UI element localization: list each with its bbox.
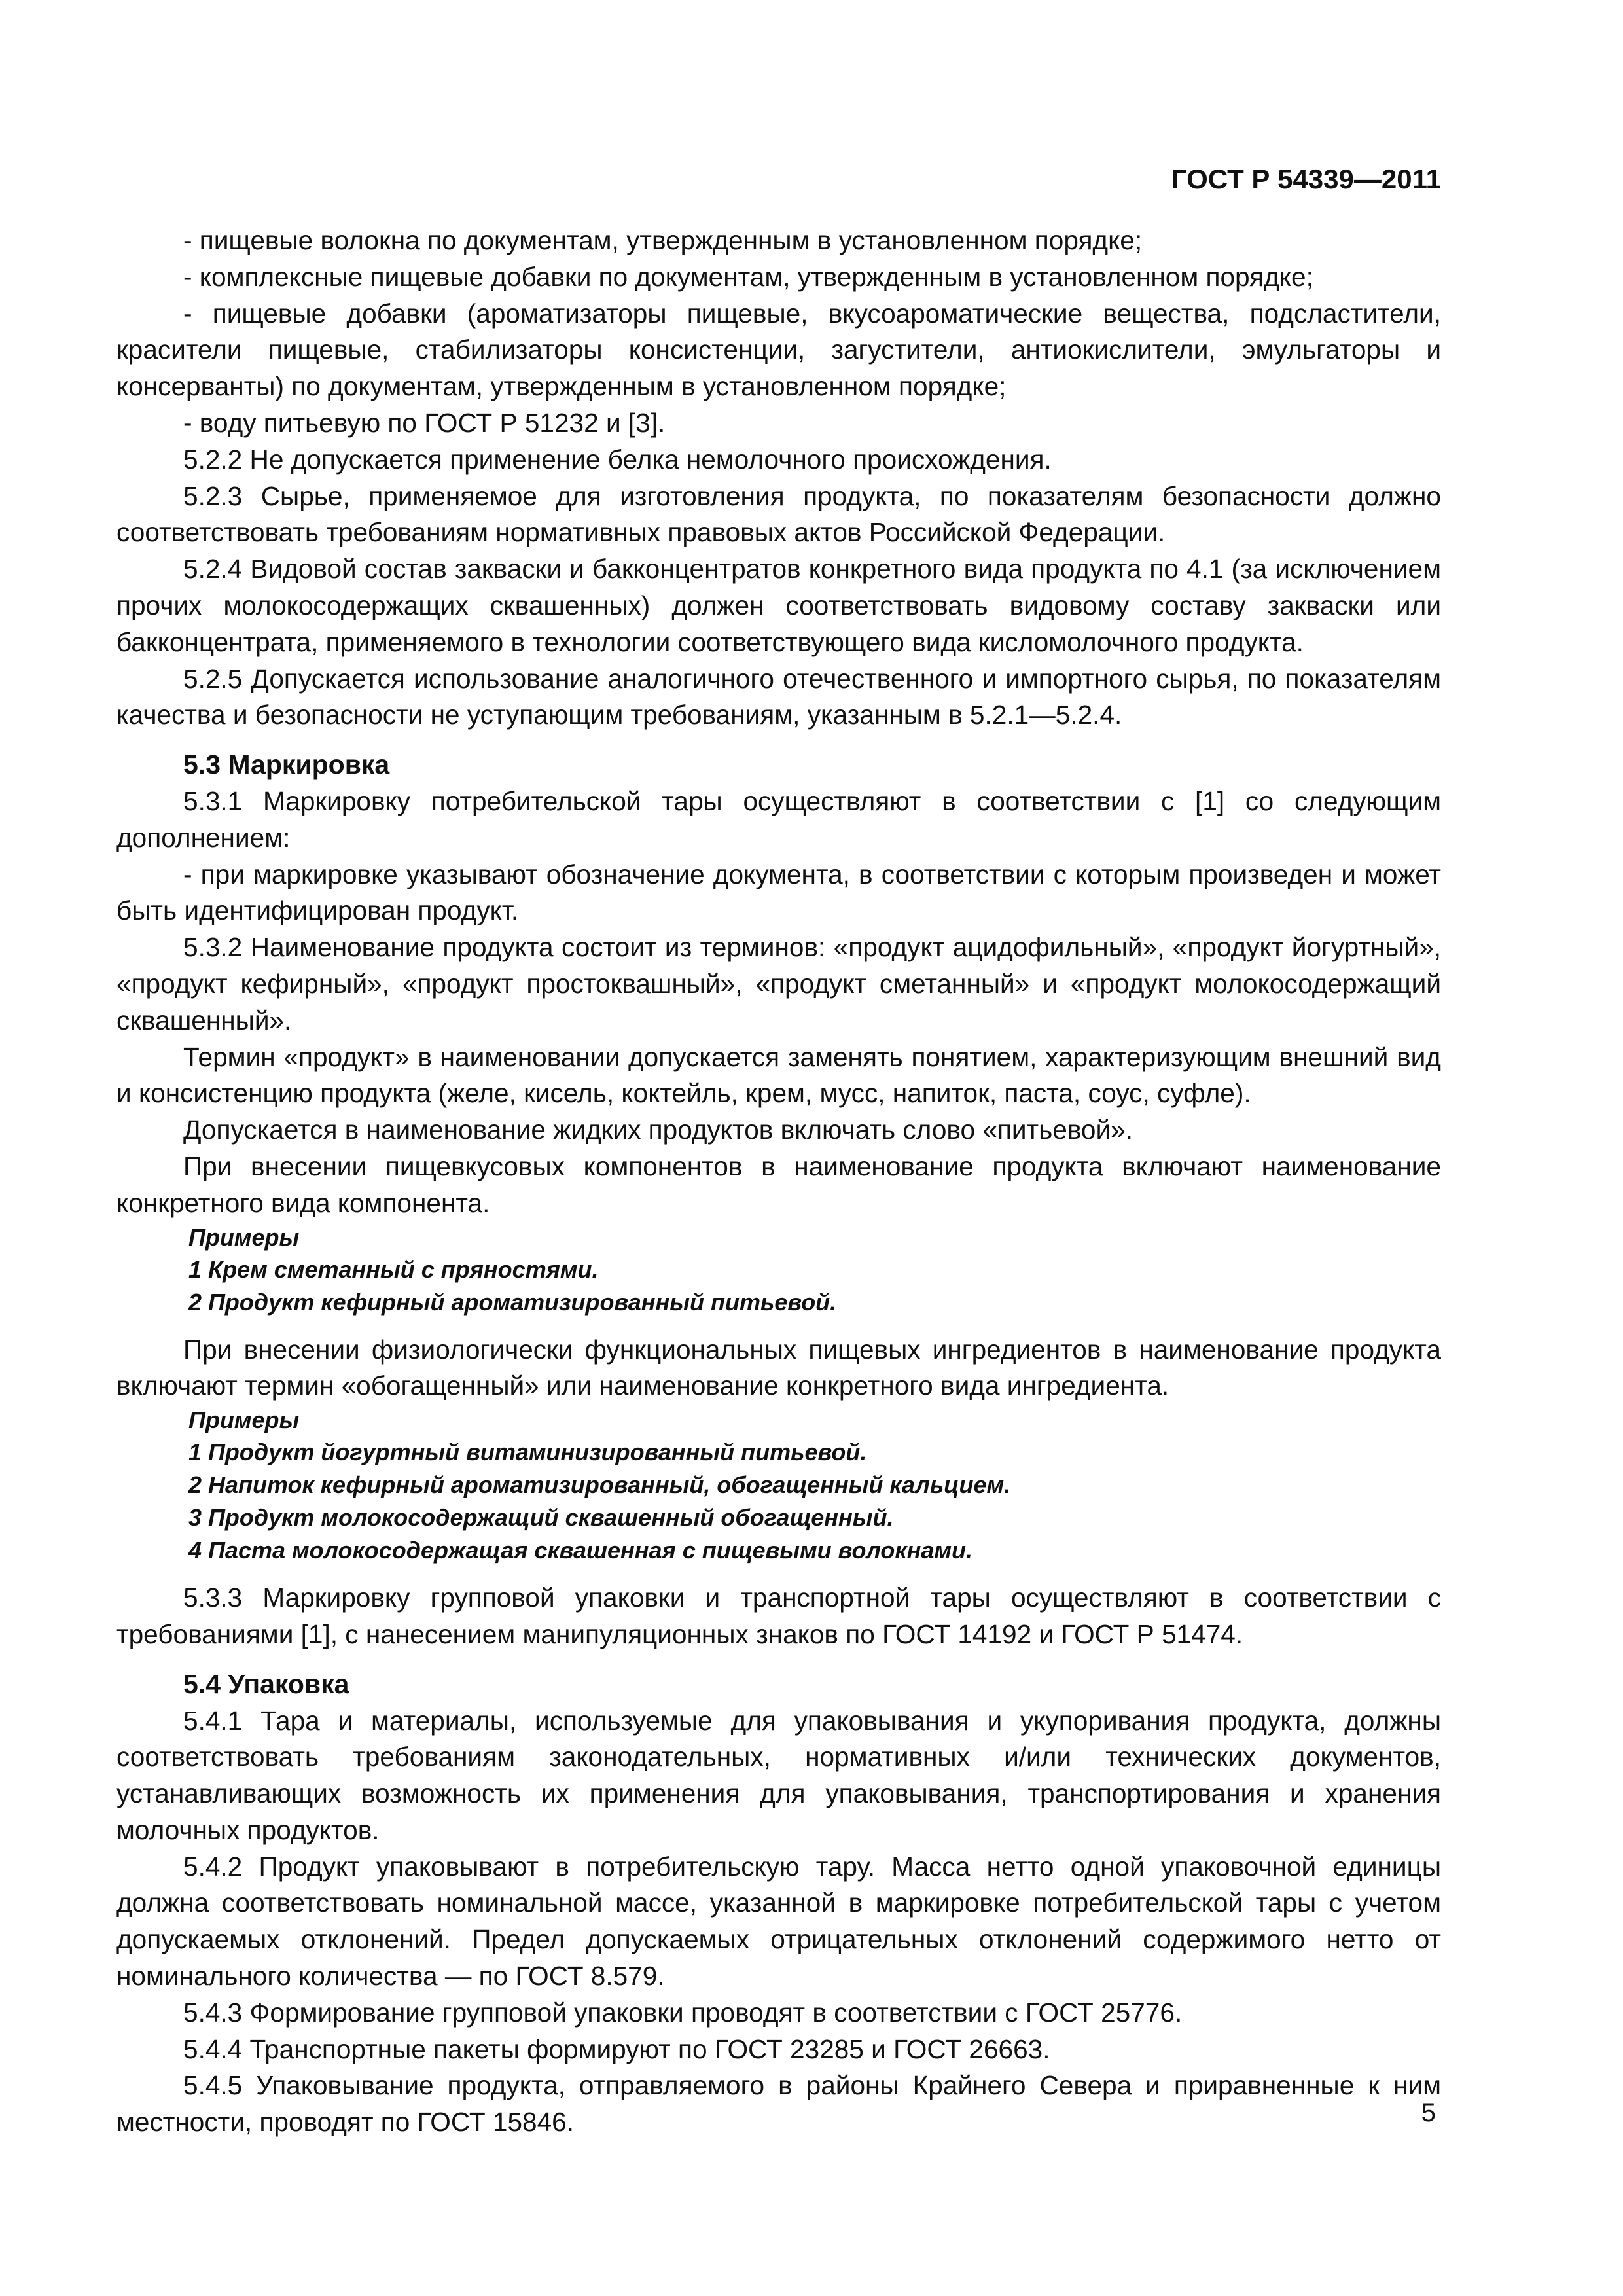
example-item: 2 Продукт кефирный ароматизированный питьевой. [188,1288,837,1316]
clause-5-4-5: 5.4.5 Упаковывание продукта, отправляемого в районы Крайнего Севера и приравненные к ним местности, проводят по ГОСТ 15846. [116,2070,1441,2138]
list-item-drinking-water: - воду питьевую по ГОСТ Р 51232 и [3]. [183,407,666,438]
examples-heading: Примеры [188,1407,300,1434]
clause-5-2-2: 5.2.2 Не допускается применение белка немолочного происхождения. [183,444,1052,475]
clause-5-3-2-term: Термин «продукт» в наименовании допускается заменять понятием, характеризующим внешний вид и консистенцию продукта (желе, кисель, коктейль, крем, мусс, напиток, паста, соус, суфле). [116,1041,1441,1109]
section-heading-5-3: 5.3 Маркировка [183,749,390,780]
list-item-fibers: - пищевые волокна по документам, утвержденным в установленном порядке; [183,225,1143,255]
example-item: 3 Продукт молокосодержащий сквашенный обогащенный. [188,1504,894,1532]
clause-5-3-2-components: При внесении пищевкусовых компонентов в наименование продукта включают наименование конкретного вида компонента. [116,1151,1441,1218]
clause-5-2-5: 5.2.5 Допускается использование аналогичного отечественного и импортного сырья, по показателям качества и безопасности не уступающим требованиям, указанным в 5.2.1—5.2.4. [116,663,1441,730]
clause-5-3-2-drinking: Допускается в наименование жидких продуктов включать слово «питьевой». [183,1115,1133,1145]
clause-5-4-4: 5.4.4 Транспортные пакеты формируют по ГОСТ 23285 и ГОСТ 26663. [183,2034,1050,2064]
clause-5-4-2: 5.4.2 Продукт упаковывают в потребительскую тару. Масса нетто одной упаковочной единицы должна соответствовать номинальной массе, указанной в маркировке потребительской тары с учетом допускаемых отклонений. Предел допускаемых отрицательных отклонений содержимого нетто от номинального количества — по ГОСТ 8.579. [116,1851,1441,1992]
clause-5-3-2: 5.3.2 Наименование продукта состоит из терминов: «продукт ацидофильный», «продукт йогуртный», «продукт кефирный», «продукт простоквашный», «продукт сметанный» и «продукт молокосодержащий сквашенный». [116,932,1441,1035]
clause-5-2-3: 5.2.3 Сырье, применяемое для изготовления продукта, по показателям безопасности должно соответствовать требованиям нормативных правовых актов Российской Федерации. [116,480,1441,548]
document-body [116,223,1441,2141]
example-item: 2 Напиток кефирный ароматизированный, обогащенный кальцием. [188,1471,1011,1499]
examples-heading: Примеры [188,1223,300,1251]
clause-5-3-3: 5.3.3 Маркировку групповой упаковки и транспортной тары осуществляют в соответствии с требованиями [1], с нанесением манипуляционных знаков по ГОСТ 14192 и ГОСТ Р 51474. [116,1583,1441,1649]
standard-designation: ГОСТ Р 54339—2011 [1171,164,1441,194]
clause-5-3-1-item: - при маркировке указывают обозначение документа, в соответствии с которым произведен и может быть идентифицирован продукт. [116,859,1441,926]
clause-5-3-2-functional: При внесении физиологически функциональных пищевых ингредиентов в наименование продукта включают термин «обогащенный» или наименование конкретного вида ингредиента. [116,1334,1441,1401]
page-number: 5 [1421,2098,1436,2127]
list-item-complex-additives: - комплексные пищевые добавки по документам, утвержденным в установленном порядке; [183,261,1313,292]
clause-5-4-1: 5.4.1 Тара и материалы, используемые для упаковывания и укупоривания продукта, должны соответствовать требованиям законодательных, нормативных и/или технических документов, устанавливающих возможность их применения для упаковывания, транспортирования и хранения молочных продуктов. [116,1705,1441,1845]
example-item: 1 Крем сметанный с пряностями. [188,1255,599,1283]
clause-5-4-3: 5.4.3 Формирование групповой упаковки проводят в соответствии с ГОСТ 25776. [183,1997,1183,2028]
example-item: 1 Продукт йогуртный витаминизированный питьевой. [188,1439,867,1466]
clause-5-3-1: 5.3.1 Маркировку потребительской тары осуществляют в соответствии с [1] со следующим дополнением: [116,785,1441,853]
clause-5-2-4: 5.2.4 Видовой состав закваски и бакконцентратов конкретного вида продукта по 4.1 (за исключением прочих молокосодержащих сквашенных) должен соответствовать видовому составу закваски или бакконцентрата, применяемого в технологии соответствующего вида кисломолочного продукта. [116,554,1441,657]
list-item-food-additives: - пищевые добавки (ароматизаторы пищевые, вкусоароматические вещества, подсластители, красители пищевые, стабилизаторы консистенции, загустители, антиокислители, эмульгаторы и консерванты) по документам, утвержденным в установленном порядке; [116,298,1441,402]
section-heading-5-4: 5.4 Упаковка [183,1668,349,1699]
example-item: 4 Паста молокосодержащая сквашенная с пищевыми волокнами. [188,1537,973,1564]
